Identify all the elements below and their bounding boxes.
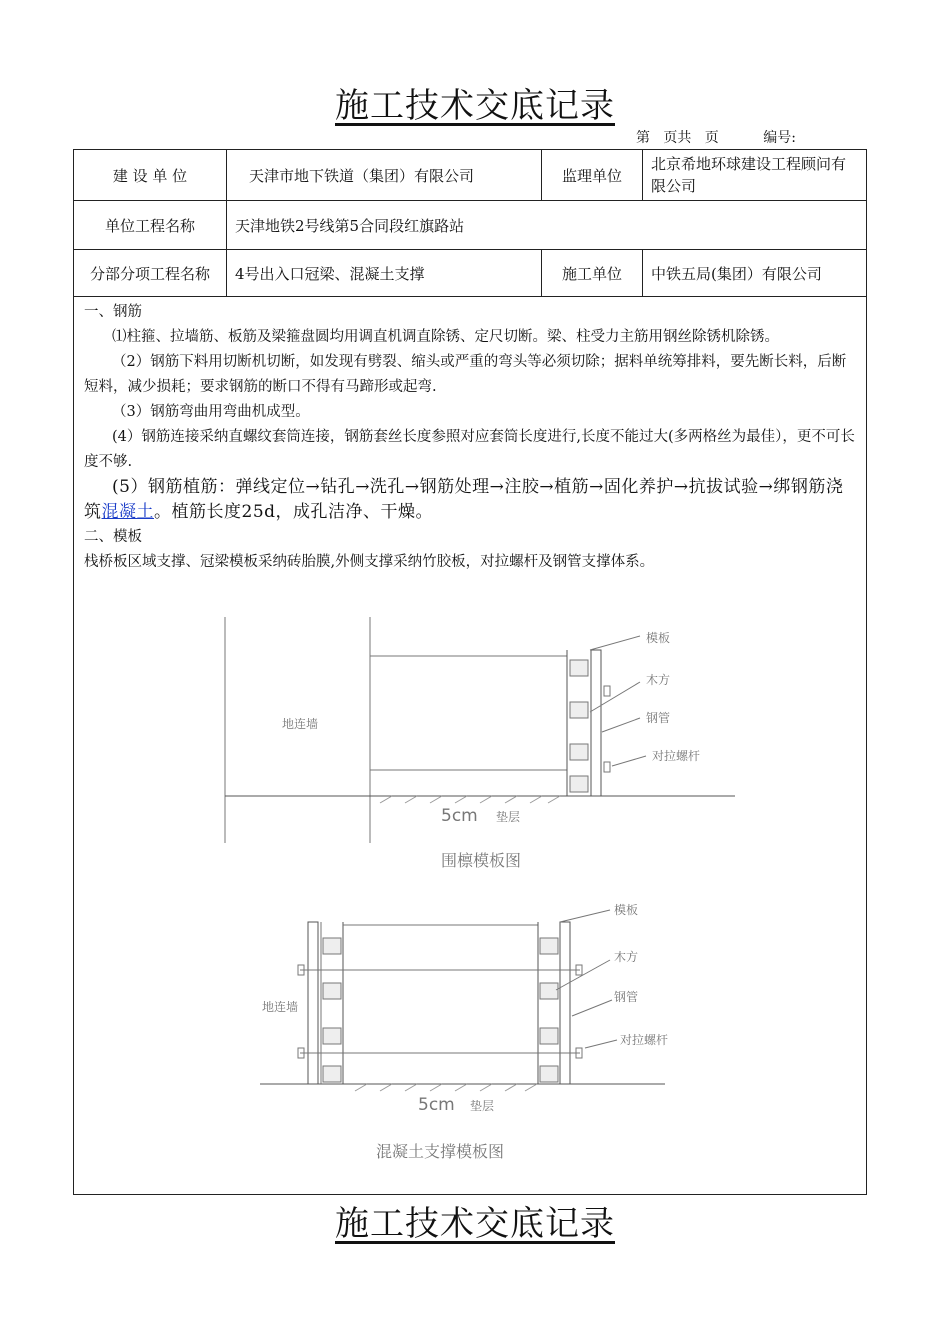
leader-pipe xyxy=(602,718,640,732)
bolt-head xyxy=(604,686,610,696)
leader-formwork xyxy=(590,636,640,650)
timber-block xyxy=(540,1066,558,1082)
leader-pipe xyxy=(572,1000,612,1016)
timber-block xyxy=(540,1028,558,1044)
steel-pipe xyxy=(591,650,601,796)
d2-formwork-label: 模板 xyxy=(614,903,639,917)
right-steel-pipe xyxy=(560,922,570,1084)
d1-cushion-size: 5cm xyxy=(441,806,478,826)
timber-block xyxy=(323,1066,341,1082)
d2-pipe-label: 钢管 xyxy=(614,990,639,1004)
d1-cushion-label: 垫层 xyxy=(496,810,521,824)
d2-wall-label: 地连墙 xyxy=(262,1000,299,1014)
rebar-item-3: （3）钢筋弯曲用弯曲机成型。 xyxy=(112,404,310,420)
rebar-item-4: (4）钢筋连接采纳直螺纹套筒连接，钢筋套丝长度参照对应套筒长度进行,长度不能过大(多两格丝为最佳），更不可长度不够. xyxy=(84,429,855,470)
d1-formwork-label: 模板 xyxy=(646,631,671,645)
page-count: 第 页共 页 xyxy=(636,130,719,146)
leader-timber xyxy=(590,682,640,712)
d2-cushion-label: 垫层 xyxy=(470,1099,495,1113)
timber-block xyxy=(570,744,588,760)
footer-title: 施工技术交底记录 xyxy=(335,1204,615,1244)
concrete-link[interactable]: 混凝土 xyxy=(101,502,154,522)
leader-bolt xyxy=(585,1040,617,1048)
timber-block xyxy=(570,702,588,718)
bolt-head xyxy=(604,762,610,772)
page-title: 施工技术交底记录 xyxy=(335,86,615,126)
rebar-item-1: ⑴柱箍、拉墙筋、板筋及梁箍盘圆均用调直机调直除锈、定尺切断。梁、柱受力主筋用钢丝除锈机除锈。 xyxy=(112,329,779,345)
d2-bolt-label: 对拉螺杆 xyxy=(620,1033,669,1047)
d1-caption: 围檩模板图 xyxy=(441,851,522,870)
leader-formwork xyxy=(560,910,610,922)
contractor-label: 施工单位 xyxy=(542,250,643,297)
construction-unit-label: 建 设 单 位 xyxy=(74,150,227,201)
leader-timber xyxy=(556,960,610,990)
rebar-item-5-tail: 。植筋长度25d，成孔洁净、干燥。 xyxy=(154,502,434,522)
section-formwork-heading: 二、模板 xyxy=(84,529,142,545)
d1-pipe-label: 钢管 xyxy=(646,711,671,725)
d2-timber-label: 木方 xyxy=(614,950,639,964)
left-steel-pipe xyxy=(308,922,318,1084)
timber-block xyxy=(570,776,588,792)
sub-project-label: 分部分项工程名称 xyxy=(74,250,227,297)
project-name-label: 单位工程名称 xyxy=(74,201,227,250)
rebar-item-5-text: (5）钢筋植筋：弹线定位→钻孔→洗孔→钢筋处理→注胶→植筋→固化养护→抗拔试验→绑钢筋浇筑 xyxy=(84,477,844,522)
timber-block xyxy=(323,1028,341,1044)
timber-block xyxy=(540,938,558,954)
d2-caption: 混凝土支撑模板图 xyxy=(376,1142,505,1161)
timber-block xyxy=(540,983,558,999)
timber-block xyxy=(323,983,341,999)
contractor-value: 中铁五局(集团）有限公司 xyxy=(643,250,867,297)
d1-wall-label: 地连墙 xyxy=(282,717,319,731)
construction-unit-value: 天津市地下铁道（集团）有限公司 xyxy=(227,150,542,201)
cushion-hatch xyxy=(355,1084,537,1091)
project-name-value: 天津地铁2号线第5合同段红旗路站 xyxy=(227,201,867,250)
supervision-unit-label: 监理单位 xyxy=(542,150,643,201)
timber-block xyxy=(323,938,341,954)
timber-block xyxy=(570,660,588,676)
section-rebar-heading: 一、钢筋 xyxy=(84,304,142,320)
d1-bolt-label: 对拉螺杆 xyxy=(652,749,701,763)
cushion-hatch xyxy=(380,796,560,803)
leader-bolt xyxy=(612,756,646,766)
rebar-item-2: （2）钢筋下料用切断机切断，如发现有劈裂、缩头或严重的弯头等必须切除；据料单统筹排料，要先断长料，后断短料，减少损耗；要求钢筋的断口不得有马蹄形或起弯. xyxy=(84,354,847,395)
formwork-description: 栈桥板区域支撑、冠梁模板采纳砖胎膜,外侧支撑采纳竹胶板，对拉螺杆及钢管支撑体系。 xyxy=(84,554,655,570)
d2-cushion-size: 5cm xyxy=(418,1095,455,1115)
doc-number-label: 编号: xyxy=(763,130,796,146)
sub-project-value: 4号出入口冠梁、混凝土支撑 xyxy=(227,250,542,297)
d1-timber-label: 木方 xyxy=(646,673,671,687)
supervision-unit-value: 北京希地环球建设工程顾问有限公司 xyxy=(643,150,867,201)
diagram-concrete-support-formwork xyxy=(260,910,665,1091)
